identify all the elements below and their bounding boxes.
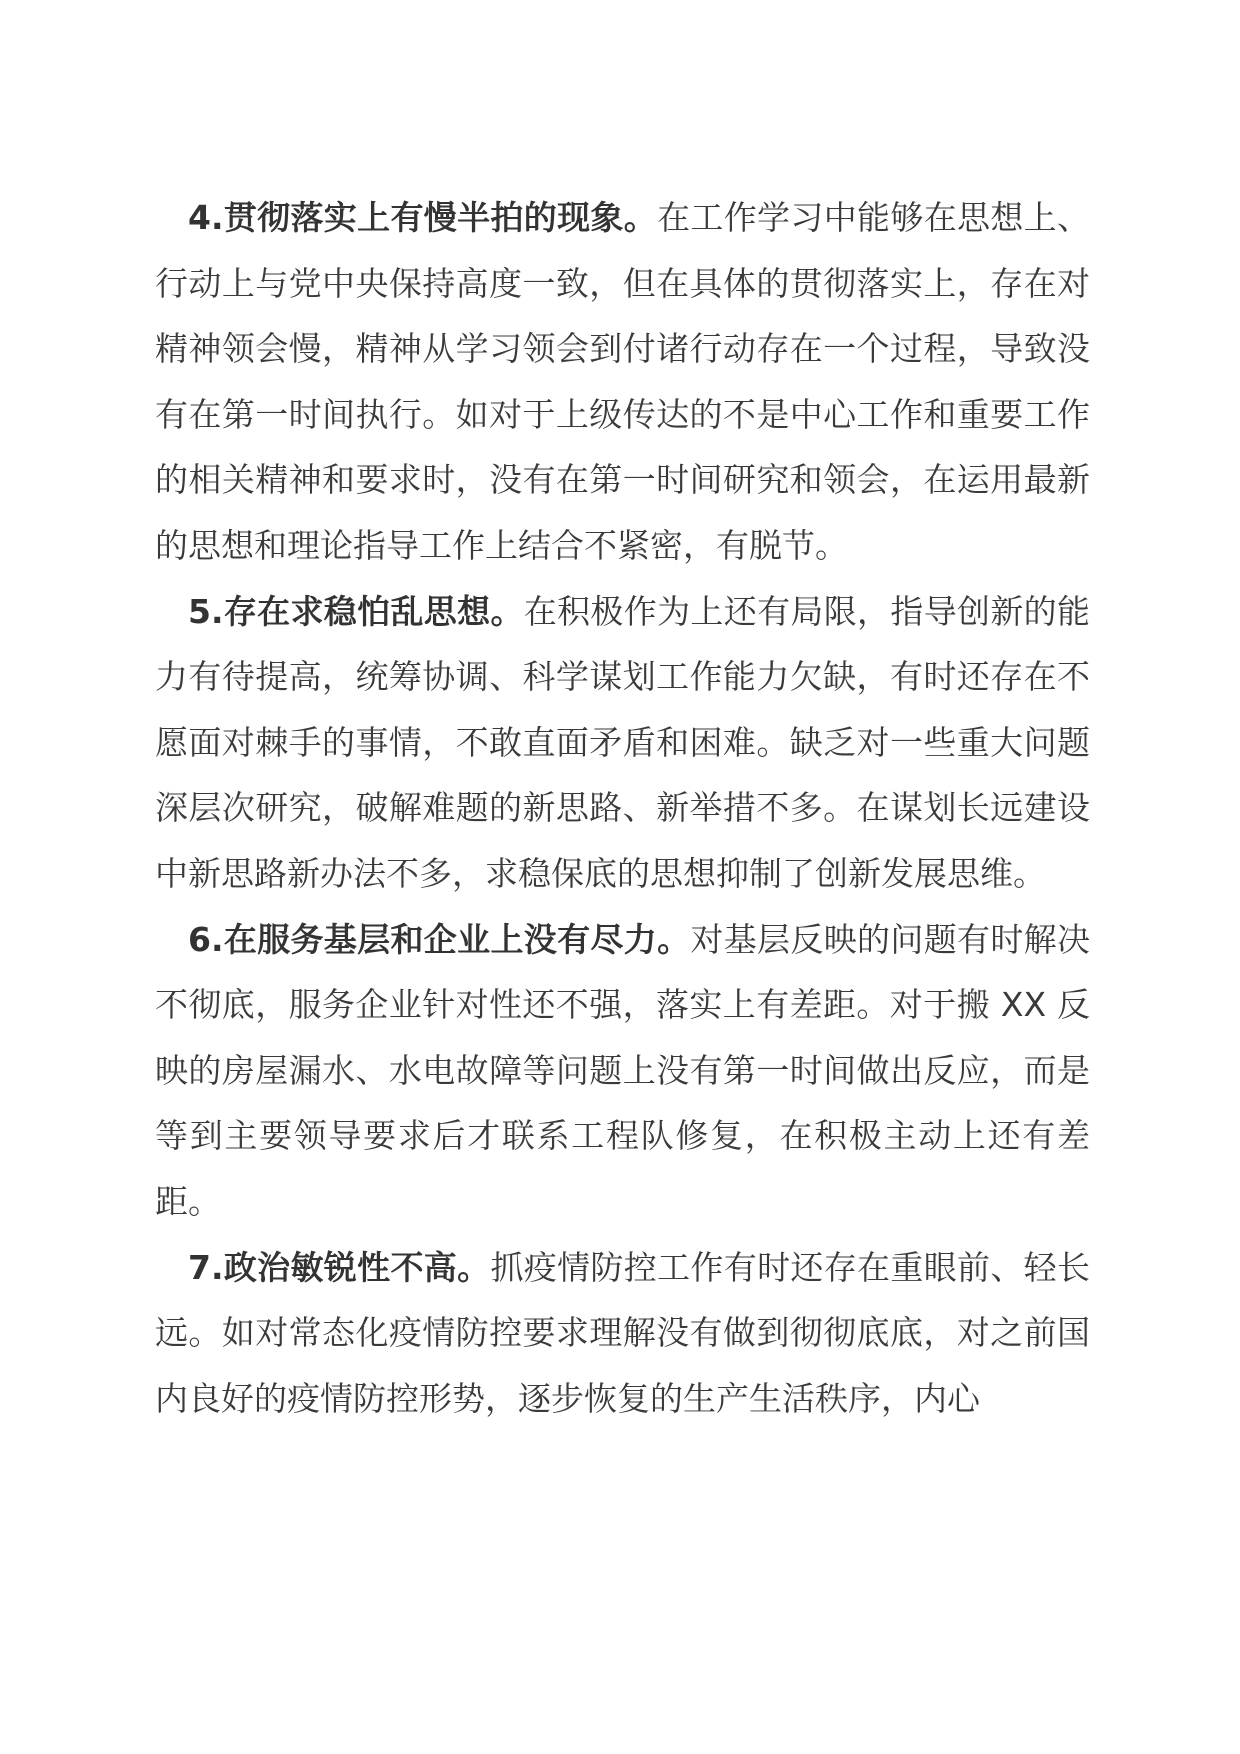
paragraph-heading: 4.贯彻落实上有慢半拍的现象。 (188, 198, 658, 237)
paragraph-text: 抓疫情防控工作有时还存在重眼前、轻长远。如对常态化疫情防控要求理解没有做到彻彻底底，对之前国内良好的疫情防控形势，逐步恢复的生产生活秩序，内心 (155, 1247, 1091, 1418)
paragraph-text: 在工作学习中能够在思想上、行动上与党中央保持高度一致，但在具体的贯彻落实上，存在对精神领会慢，精神从学习领会到付诸行动存在一个过程，导致没有在第一时间执行。如对于上级传达的不是中心工作和重要工作的相关精神和要求时，没有在第一时间研究和领会，在运用最新的思想和理论指导工作上结合不紧密，有脱节。 (155, 198, 1091, 565)
paragraph-6 (155, 907, 1090, 1235)
paragraph-heading: 5.存在求稳怕乱思想。 (188, 591, 524, 631)
document-body (155, 185, 1090, 1431)
paragraph-7 (155, 1235, 1090, 1432)
paragraph-heading: 7.政治敏锐性不高。 (188, 1247, 491, 1287)
paragraph-heading: 6.在服务基层和企业上没有尽力。 (188, 919, 691, 959)
paragraph-4 (155, 185, 1090, 579)
paragraph-5 (155, 579, 1090, 907)
paragraph-text: 在积极作为上还有局限，指导创新的能力有待提高，统筹协调、科学谋划工作能力欠缺，有时还存在不愿面对棘手的事情，不敢直面矛盾和困难。缺乏对一些重大问题深层次研究，破解难题的新思路、新举措不多。在谋划长远建设中新思路新办法不多，求稳保底的思想抑制了创新发展思维。 (155, 591, 1091, 893)
paragraph-text: 对基层反映的问题有时解决不彻底，服务企业针对性还不强，落实上有差距。对于搬 XX 反映的房屋漏水、水电故障等问题上没有第一时间做出反应，而是等到主要领导要求后才联系工程队修复，在积极主动上还有差距。 (155, 919, 1091, 1221)
